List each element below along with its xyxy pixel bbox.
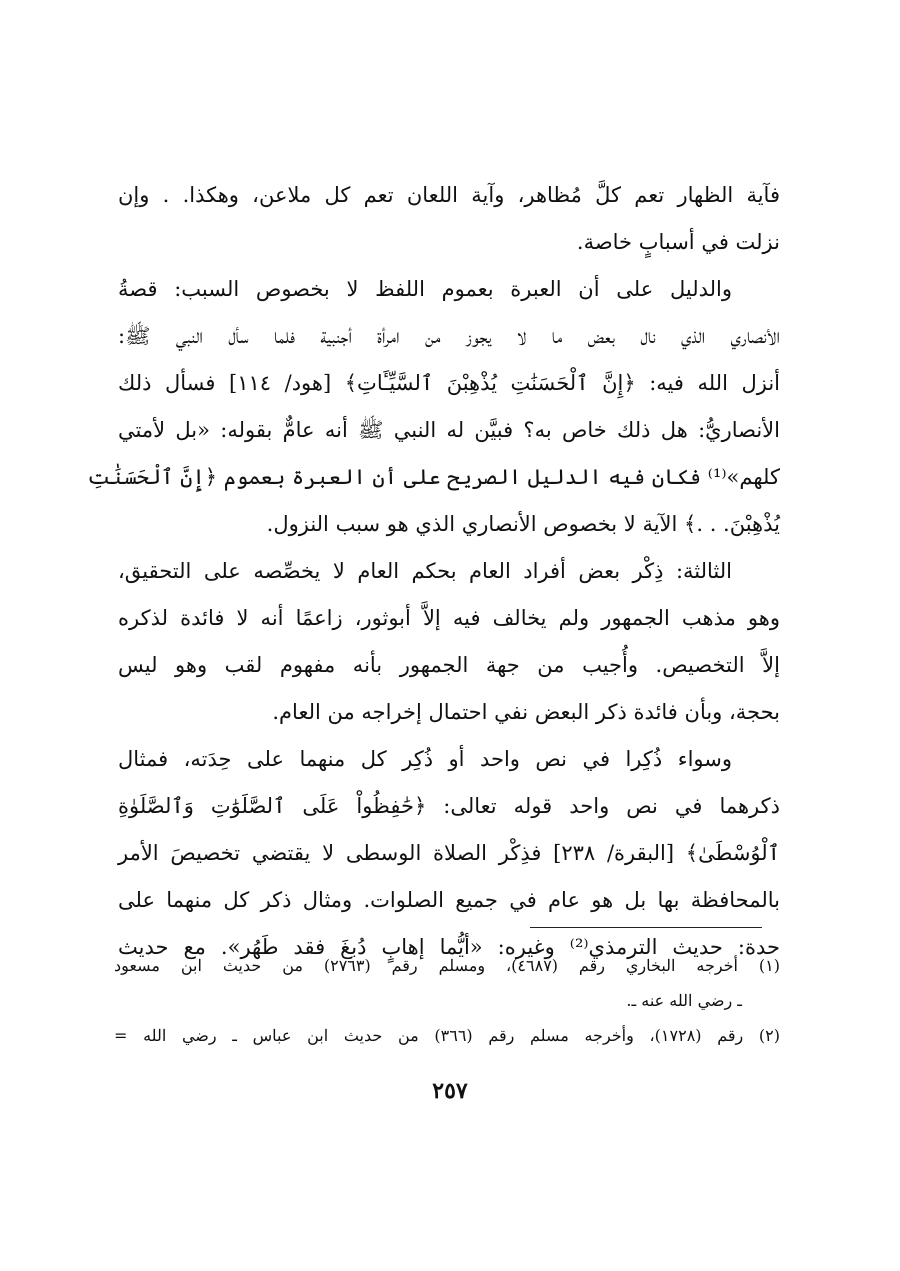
main-text — [87, 172, 781, 971]
footnotes — [114, 948, 780, 1053]
text-line: وسواء ذُكِرا في نص واحد أو ذُكِر كل منهما على حِدَته، فمثال — [118, 747, 732, 771]
text-line: يُذْهِبْنَ. . .﴾ الآية لا بخصوص الأنصاري الذي هو سبب النزول. — [266, 512, 780, 536]
text-line: الثالثة: ذِكْر بعض أفراد العام بحكم العام لا يخصِّصه على التحقيق، — [118, 559, 732, 583]
footnote-1-continuation: ـ رضي الله عنه ـ. — [626, 991, 742, 1010]
text-line: بالمحافظة بها بل هو عام في جميع الصلوات. ومثال ذكر كل منهما على — [118, 888, 780, 912]
text-line: وهو مذهب الجمهور ولم يخالف فيه إلاَّ أبوثور، زاعمًا أنه لا فائدة لذكره — [118, 606, 780, 630]
text-line: كلهم»⁽¹⁾ فكان فيه الدليل الصريح على أن العبرة بعموم ﴿إِنَّ ٱلْحَسَنَٰتِ — [87, 465, 780, 489]
text-line: والدليل على أن العبرة بعموم اللفظ لا بخصوص السبب: قصةُ — [118, 277, 733, 301]
footnote-divider — [530, 927, 762, 928]
footnote-2: (٢) رقم (١٧٢٨)، وأخرجه مسلم رقم (٣٦٦) من حديث ابن عباس ـ رضي الله = — [114, 1026, 780, 1045]
text-line: فآية الظهار تعم كلَّ مُظاهر، وآية اللعان تعم كل ملاعن، وهكذا. . وإن — [118, 183, 780, 207]
text-line: الأنصاري الذي نال بعض ما لا يجوز من امرأة أجنبية فلما سأل النبي ﷺ: — [118, 324, 780, 348]
footnote-1: (١) أخرجه البخاري رقم (٤٦٨٧)، ومسلم رقم (٢٧٦٣) من حديث ابن مسعود — [114, 956, 780, 975]
text-line: حدة: حديث الترمذي⁽²⁾ وغيره: «أيُّما إهابٍ دُبغَ فقد طَهُر». مع حديث — [118, 935, 780, 959]
page-number: ٢٥٧ — [432, 1078, 468, 1104]
text-line: بحجة، وبأن فائدة ذكر البعض نفي احتمال إخراجه من العام. — [272, 700, 780, 724]
text-line: ذكرهما في نص واحد قوله تعالى: ﴿حَٰفِظُواْ عَلَى ٱلصَّلَوَٰتِ وَٱلصَّلَوٰةِ — [118, 794, 780, 818]
text-line: الأنصاريُّ: هل ذلك خاص به؟ فبيَّن له النبي ﷺ أنه عامٌّ بقوله: «بل لأمتي — [118, 418, 780, 442]
text-line: نزلت في أسبابٍ خاصة. — [576, 230, 780, 254]
text-line: ٱلْوُسْطَىٰ﴾ [البقرة/ ٢٣٨] فذِكْر الصلاة الوسطى لا يقتضي تخصيصَ الأمر — [118, 841, 780, 865]
text-line: إلاَّ التخصيص. وأُجيب من جهة الجمهور بأنه مفهوم لقب وهو ليس — [118, 653, 780, 677]
text-line: أنزل الله فيه: ﴿إِنَّ ٱلْحَسَنَٰتِ يُذْهِبْنَ ٱلسَّيِّـَٔاتِ﴾ [هود/ ١١٤] فسأل ذلك — [118, 371, 781, 395]
